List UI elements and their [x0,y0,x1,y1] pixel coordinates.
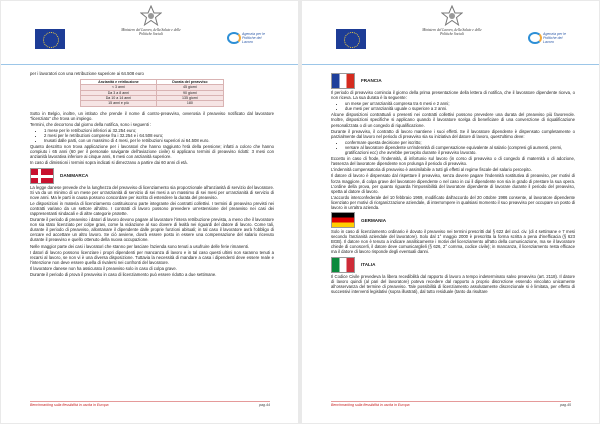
footer-title: Benchmarking sulla flessibilità in uscita in Europa [30,403,109,407]
list-item: • 1 mese per le retribuzioni inferiori ai 32.254 euro; [44,128,274,133]
denmark-paragraph: La legge danese prevede che la lunghezza del preavviso di licenziamento sia proporzionale all'anzianità di servizio del lavoratore. Si va da un minimo di un mese per un'anzianità di servizio di sei mesi a un massimo di sei mesi per un'anzianità di servizio di nove anni. Ma le parti in causa possono concordare per iscritto di estendere la durata del preavviso. [30,184,274,200]
denmark-paragraph: I datori di lavoro possono licenziare i propri dipendenti per mancanza di lavoro e in tal caso questi ultimi non saranno tenuti a recarsi al lavoro, se non vi è una diversa disposizione. Tuttavia la necessità di mandare a casa i dipendenti deve essere reale e l'intenzione non deve essere quella di rivalersi nei confronti del lavoratore. [30,249,274,265]
country-name: GERMANIA [361,217,387,223]
country-heading-france [331,73,575,89]
page-header [302,1,599,65]
page-footer [331,401,571,409]
page-number: pag.44 [259,403,270,407]
country-name: FRANCIA [361,78,382,84]
left-page-body [30,71,274,278]
france-flag-icon [331,73,355,89]
left-page [1,1,298,423]
france-paragraph: Eccetto in caso di frode, l'indennità, di infortunio sul lavoro (in corso di preavviso o di congedo di maternità o di adozione, l'assenza del lavoratore dipendente non prolunga il periodo di preavviso. [331,156,575,167]
table-cell: 135 giorni [156,95,223,100]
partner-logo [528,31,568,47]
partner-logo-icon [528,32,542,44]
table-row [81,101,224,106]
list-item: • confermare questa decisione per iscritto; [345,140,575,145]
italy-paragraph: Il Codice Civile prevedeva la libera recedibilità dal rapporto di lavoro a tempo indeterminato salvo preavviso (art. 2118). Il datore di lavoro quindi (al pari del lavoratore) poteva recedere dal rapporto a proprio discrezione essendo vincolato unicamente all'osservanza del termine di preavviso. Tale possibilità di licenziamento assolutamente discrezionale si è limitata, per effetto di successivi interventi legislativi (sopra illustrati), dal tutto residuale (tanto da risultare [331,273,575,294]
denmark-flag-icon [30,168,54,184]
page-header [1,1,298,65]
france-paragraph: Il periodo di preavviso comincia il giorno della prima presentazione della lettera di notifica, che il lavoratore dipendente riceva, o non riceva. La sua durata è la seguente: [331,90,575,101]
country-name: ITALIA [361,261,376,267]
eu-flag-icon [336,29,366,49]
belgium-paragraph: In caso di dimissioni i termini sopra indicati si dimezzano a partire dai 60 anni di età. [30,160,188,166]
footer-title: Benchmarking sulla flessibilità in uscita in Europa [331,403,410,407]
france-paragraph: L'indennità compensatoria di preavviso è assimilabile a tutti gli effetti al regime fiscale del salario percepito. [331,167,532,173]
italian-emblem-icon [140,5,162,27]
intro-line: per i lavoratori con una retribuzione superiore ai 64.508 euro [30,71,144,76]
belgium-paragraph: Termini, che decorrono dal giorno della notifica, sono i seguenti : [30,121,152,127]
list-item: • versare al lavoratore dipendente un'indennità di compensazione equivalente al salario (compresi gli aumenti, premi, gratificazioni ecc) che avrebbe percepito durante il preavviso lavorato. [345,145,575,155]
right-page-body [331,71,575,295]
page-number: pag.45 [560,403,571,407]
denmark-paragraph: Durante il periodo di prova il preavviso in caso di licenziamento può essere ridotto a due settimane. [30,272,217,278]
table-header: Anzianità e retribuzione [81,80,157,85]
table-cell: 180 [156,101,223,106]
table-cell: Da 10 a 14 anni [81,95,157,100]
table-cell: 45 giorni [156,85,223,90]
denmark-paragraph: Nelle maggior parte dei casi i lavoratori che stanno per lasciare l'azienda sono tenuti a usufruire delle ferie rimanenti. [30,243,250,249]
eu-flag-icon [35,29,65,49]
france-paragraph: L'accordo interconfederale del 10 febbraio 1969, modificato dall'accordo del 20 ottobre 1986 consente, al lavoratore dipendente licenziato per motivi di riorganizzazione aziendale, di interrompere in qualsiasi momento il suo preavviso per occupare un posto di lavoro in un'altra azienda. [331,194,575,210]
right-page [302,1,599,423]
partner-logo [227,31,267,47]
list-item: • Inusati dalle parti, con un massimo di 4 mesi, per le retribuzioni superiori ai 64.508 euro. [44,138,274,143]
denmark-paragraph: Durante il periodo di preavviso i datori di lavoro devono pagare al lavoratore l'intera retribuzione prevista, a meno che il lavoratore non sia stato licenziato per colpe gravi, come la violazione al suo dovere di lealtà nei riguardi del datore di lavoro. Come tali, durante il periodo di preavviso, allontanare il dipendente dalle proprie funzioni abituali; in tal caso il lavoratore avrà l'obbligo di cercare ed accettare un altro lavoro. Se ciò avviene, dovrà essere posto in essere una compensazione del salario ricevuto durante il preavviso e quello ottenuto della nuova occupazione. [30,217,274,243]
table-cell: Da 3 a 8 anni [81,90,157,95]
country-heading-denmark [30,168,274,184]
ministry-name: Ministero del Lavoro, della Salute e delle Politiche Sociali [121,28,181,37]
partner-tagline: Agenzia per le Politiche del Lavoro [543,32,566,45]
list-item: • due mesi per un'anzianità uguale o superiore a 2 anni. [345,106,575,111]
table-header: Durata del preavviso [156,80,223,85]
table-cell: 15 anni e più [81,101,157,106]
france-paragraph: Alcune disposizioni contrattuali o presenti nei contratti collettivi possono prevedere una durata del preavviso più favorevole. Inoltre, disposizioni specifiche si applicano quando il lavoratore scelga di beneficiare di una convenzione di riqualificazione personalizzata o di un congedo di riqualificazione. [331,112,575,128]
list-item: • un mese per un'anzianità compresa tra 6 mesi e 2 anni; [345,101,575,106]
country-name: DANIMARCA [60,172,89,178]
table-cell: 90 giorni [156,90,223,95]
list-item: • 2 mesi per le retribuzioni comprese fra i 32.254 e i 64.508 euro; [44,133,274,138]
notice-period-table [80,79,224,106]
country-heading-italy [331,257,575,273]
denmark-paragraph: Le disposizioni in materia di licenziamento costituiscono parte integrante dei contratti collettivi. I termini di preavviso previsti nei contratti variano da un settore all'altro. I contratti di lavoro possono prevedere un'estensione del preavviso nei casi dei rappresentanti sindacali e di altre categorie protette. [30,200,274,216]
belgium-paragraph: Sotto in Belgio, inoltre, un istituto che prende il nome di contro-preavviso, ovverosia il preavviso notificato dal lavoratore "licenziato" che trova un impiego. [30,110,274,121]
belgium-paragraph: Quanto descritto non trova applicazione per i lavoratori che hanno raggiunto l'età della pensione; infatti a coloro che hanno compiuto i 65 anni (60 per il personale navigante dell'aviazione civile) si applicano termini di preavviso ridotti: 3 mesi con anzianità lavorativa inferiore ai cinque anni, 6 mesi con anzianità superiore. [30,144,274,160]
ministry-name: Ministero del Lavoro, della Salute e delle Politiche Sociali [422,28,482,37]
partner-logo-icon [227,32,241,44]
partner-tagline: Agenzia per le Politiche del Lavoro [242,32,265,45]
france-paragraph: Durante il preavviso, il contratto di lavoro mantiene i suoi effetti. Se il lavoratore dipendente è dispensato completamente o parzialmente dal lavoro nel periodo di preavviso sia su iniziativa del datore di lavoro, quest'ultimo deve: [331,128,575,139]
germany-paragraph: Solo in caso di licenziamento ordinario è dovuto il preavviso nei termini prescritti dal § 622 del cod. civ. (di 4 settimane e 7 mesi secondo l'anzianità aziendale del lavoratore). Solo dal 1° maggio 2000 è prescritta la forma scritta a pena d'inefficacia (§ 623 BGB). Il datore non è tenuto a indicare analiticamente i motivi del licenziamento all'atto della comunicazione, ma se il lavoratore chiede di conoscerli, il datore deve comunicarglieli (§ 626, 2° comma, codice civile); in mancanza, il licenziamento resta efficace ma il datore di lavoro risponde degli eventuali danni. [331,229,575,255]
germany-flag-icon [331,212,355,228]
france-list [345,140,575,155]
france-paragraph: Il datore di lavoro è dispensato dal rispettare il preavviso, senza dovere pagare l'indennità sostitutiva di preavviso, per motivi di forza maggiore, di colpa grave del lavoratore dipendente o nel caso in cui il dipendente non sia in grado di prestare la sua opera. L'ordine della prova, per quanto riguarda l'impossibilità del lavoratore dipendente di lavorare durante il periodo del preavviso, spetta al datore di lavoro. [331,173,575,194]
table-cell: < 3 anni [81,85,157,90]
country-heading-germany [331,212,575,228]
denmark-paragraph: Il lavoratore danese non ha assicurato il preavviso solo in caso di colpa grave. [30,265,177,271]
italy-flag-icon [331,257,355,273]
italian-emblem-icon [441,5,463,27]
belgium-list [44,128,274,143]
page-footer [30,401,270,409]
france-list [345,101,575,111]
